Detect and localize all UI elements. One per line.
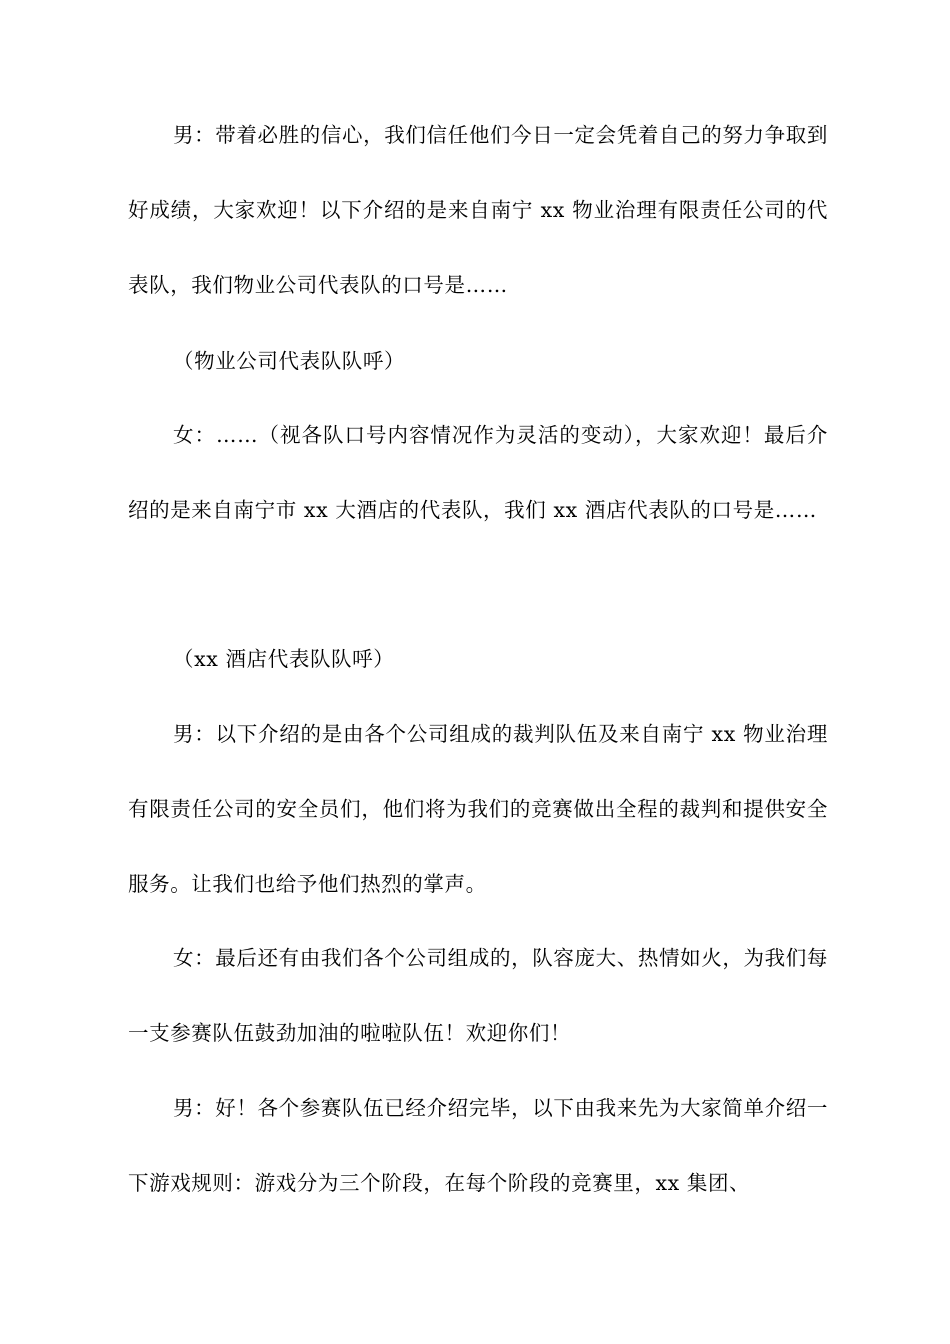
paragraph-male-intro-referees: 男：以下介绍的是由各个公司组成的裁判队伍及来自南宁 xx 物业治理有限责任公司的安全员们，他们将为我们的竞赛做出全程的裁判和提供安全服务。让我们也给予他们热烈的掌声。	[128, 722, 828, 896]
paragraph-male-intro-property-team: 男：带着必胜的信心，我们信任他们今日一定会凭着自己的努力争取到好成绩，大家欢迎！以下介绍的是来自南宁 xx 物业治理有限责任公司的代表队，我们物业公司代表队的口号是……	[128, 123, 828, 297]
paragraph-male-game-rules: 男：好！各个参赛队伍已经介绍完毕，以下由我来先为大家简单介绍一下游戏规则：游戏分为三个阶段，在每个阶段的竞赛里，xx 集团、	[128, 1096, 828, 1195]
paragraph-hotel-team-cheer: （xx 酒店代表队队呼）	[173, 647, 395, 671]
paragraph-female-intro-hotel-team: 女：……（视各队口号内容情况作为灵活的变动），大家欢迎！最后介绍的是来自南宁市 xx 大酒店的代表队，我们 xx 酒店代表队的口号是……	[128, 423, 828, 522]
paragraph-female-intro-cheerleaders: 女：最后还有由我们各个公司组成的，队容庞大、热情如火，为我们每一支参赛队伍鼓劲加油的啦啦队伍！欢迎你们！	[128, 946, 828, 1045]
paragraph-property-team-cheer: （物业公司代表队队呼）	[173, 349, 406, 373]
